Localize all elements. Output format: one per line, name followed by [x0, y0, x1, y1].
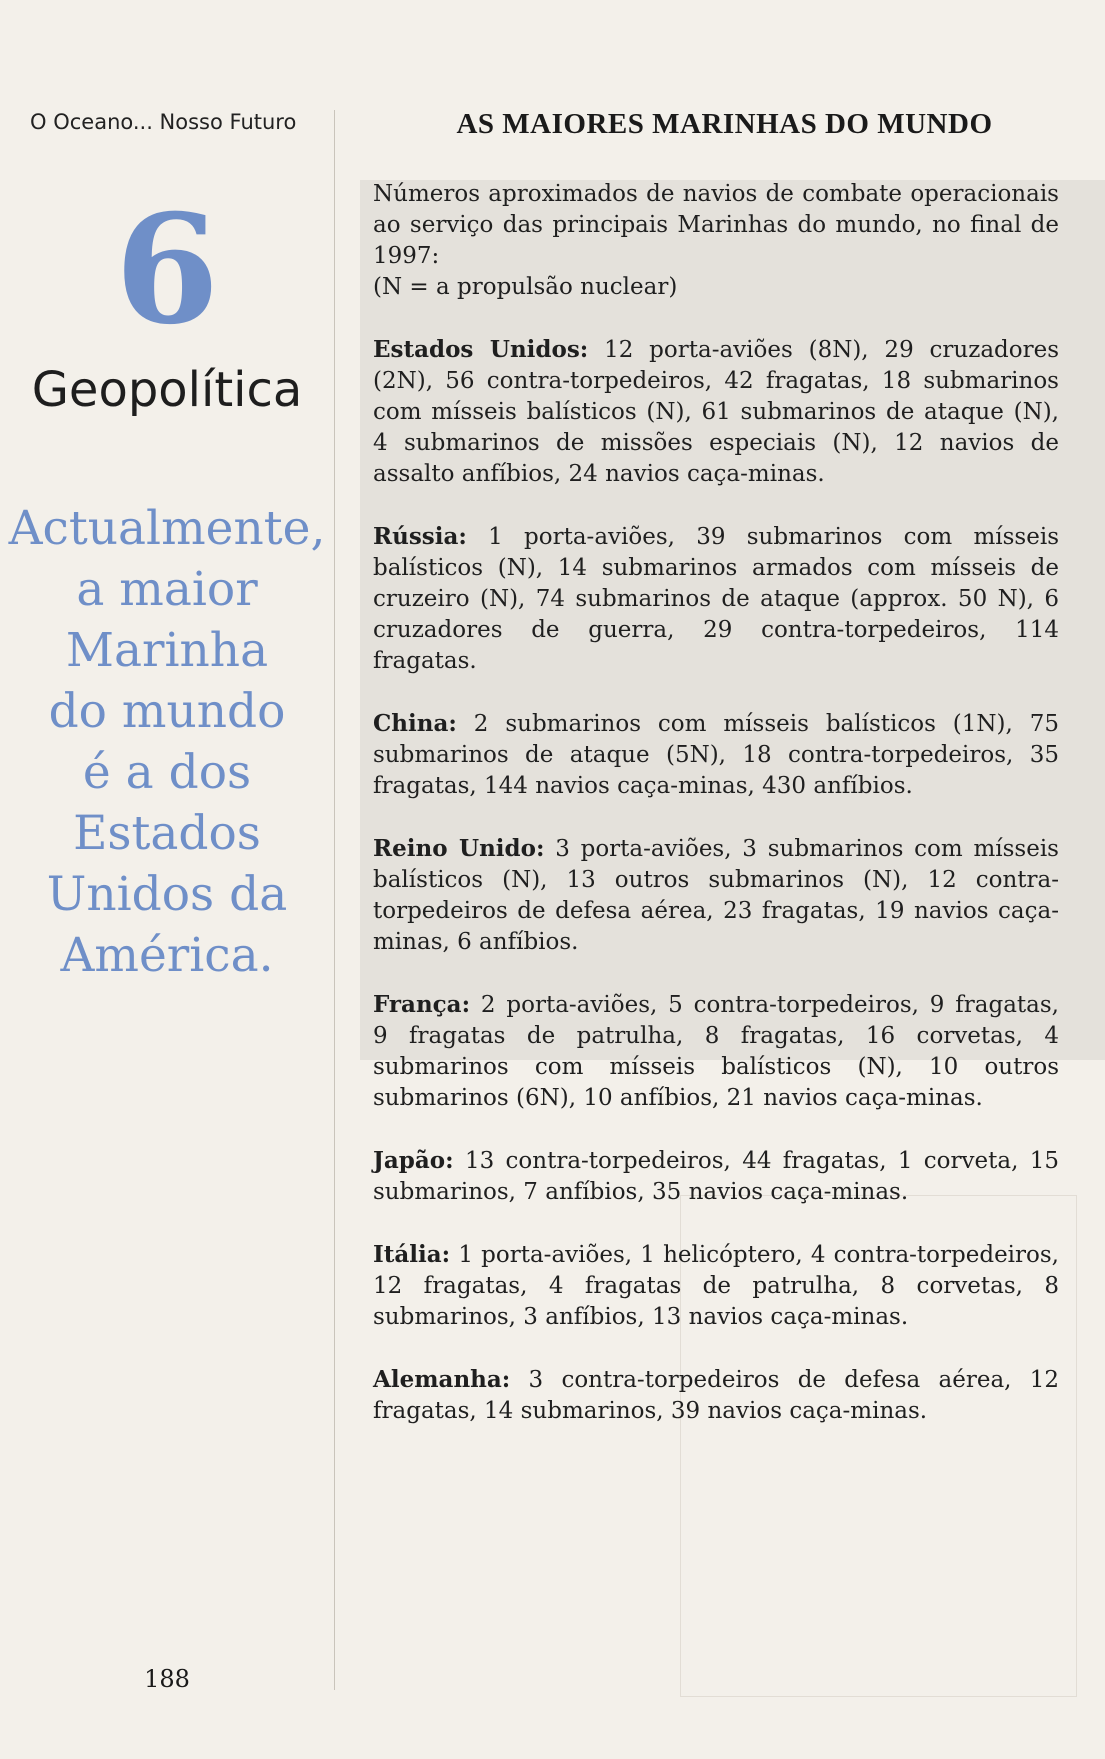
- pull-quote-line: Estados: [73, 806, 261, 861]
- pull-quote-line: América.: [60, 928, 274, 983]
- entry-text: 13 contra-torpedeiros, 44 fragatas, 1 corveta, 15 submarinos, 7 anfíbios, 35 navios caça-minas.: [373, 1148, 1059, 1205]
- navy-entry-russia: [373, 521, 1059, 677]
- navy-entry-japan: [373, 1145, 1059, 1208]
- pull-quote-line: do mundo: [48, 684, 286, 739]
- country-name: Itália:: [373, 1241, 451, 1268]
- entry-text: 3 porta-aviões, 3 submarinos com mísseis balísticos (N), 13 outros submarinos (N), 12 contra-torpedeiros de defesa aérea, 23 fragatas, 19 navios caça-minas, 6 anfíbios.: [373, 836, 1059, 955]
- pull-quote-line: Unidos da: [46, 867, 288, 922]
- chapter-number: 6: [114, 182, 220, 358]
- country-name: Rússia:: [373, 523, 467, 550]
- entry-text: 1 porta-aviões, 39 submarinos com mísseis balísticos (N), 14 submarinos armados com mísseis de cruzeiro (N), 74 submarinos de ataque (approx. 50 N), 6 cruzadores de guerra, 29 contra-torpedeiros, 114 fragatas.: [373, 524, 1059, 674]
- article-intro: [373, 179, 1059, 303]
- chapter-title: Geopolítica: [31, 362, 303, 418]
- article-body: [373, 179, 1059, 1458]
- pull-quote-line: Marinha: [65, 623, 269, 678]
- country-name: Japão:: [373, 1147, 454, 1174]
- intro-note: (N = a propulsão nuclear): [373, 274, 678, 300]
- country-name: Reino Unido:: [373, 835, 545, 862]
- navy-entry-china: [373, 708, 1059, 802]
- intro-text: Números aproximados de navios de combate operacionais ao serviço das principais Marinhas do mundo, no final de 1997:: [373, 181, 1059, 269]
- country-name: Alemanha:: [373, 1366, 511, 1393]
- navy-entry-italy: [373, 1239, 1059, 1333]
- navy-entry-uk: [373, 833, 1059, 958]
- entry-text: 2 submarinos com mísseis balísticos (1N), 75 submarinos de ataque (5N), 18 contra-torpedeiros, 35 fragatas, 144 navios caça-minas, 430 anfíbios.: [373, 711, 1059, 799]
- column-divider: [334, 110, 335, 1690]
- country-name: Estados Unidos:: [373, 336, 589, 363]
- entry-text: 2 porta-aviões, 5 contra-torpedeiros, 9 fragatas, 9 fragatas de patrulha, 8 fragatas, 16 corvetas, 4 submarinos com mísseis balísticos (N), 10 outros submarinos (6N), 10 anfíbios, 21 navios caça-minas.: [373, 992, 1059, 1111]
- article-title: AS MAIORES MARINHAS DO MUNDO: [456, 108, 993, 140]
- pull-quote: [0, 498, 334, 986]
- country-name: China:: [373, 710, 457, 737]
- running-head: O Oceano... Nosso Futuro: [30, 110, 297, 134]
- navy-entry-france: [373, 989, 1059, 1114]
- entry-text: 1 porta-aviões, 1 helicóptero, 4 contra-torpedeiros, 12 fragatas, 4 fragatas de patrulha, 8 corvetas, 8 submarinos, 3 anfíbios, 13 navios caça-minas.: [373, 1242, 1059, 1330]
- pull-quote-line: Actualmente,: [8, 501, 326, 556]
- navy-entry-germany: [373, 1364, 1059, 1427]
- pull-quote-line: é a dos: [82, 745, 252, 800]
- page-number: 188: [144, 1665, 190, 1693]
- entry-text: 12 porta-aviões (8N), 29 cruzadores (2N), 56 contra-torpedeiros, 42 fragatas, 18 submarinos com mísseis balísticos (N), 61 submarinos de ataque (N), 4 submarinos de missões especiais (N), 12 navios de assalto anfíbios, 24 navios caça-minas.: [373, 337, 1060, 487]
- country-name: França:: [373, 991, 471, 1018]
- pull-quote-line: a maior: [76, 562, 258, 617]
- entry-text: 3 contra-torpedeiros de defesa aérea, 12 fragatas, 14 submarinos, 39 navios caça-minas.: [373, 1367, 1059, 1424]
- navy-entry-usa: [373, 334, 1059, 490]
